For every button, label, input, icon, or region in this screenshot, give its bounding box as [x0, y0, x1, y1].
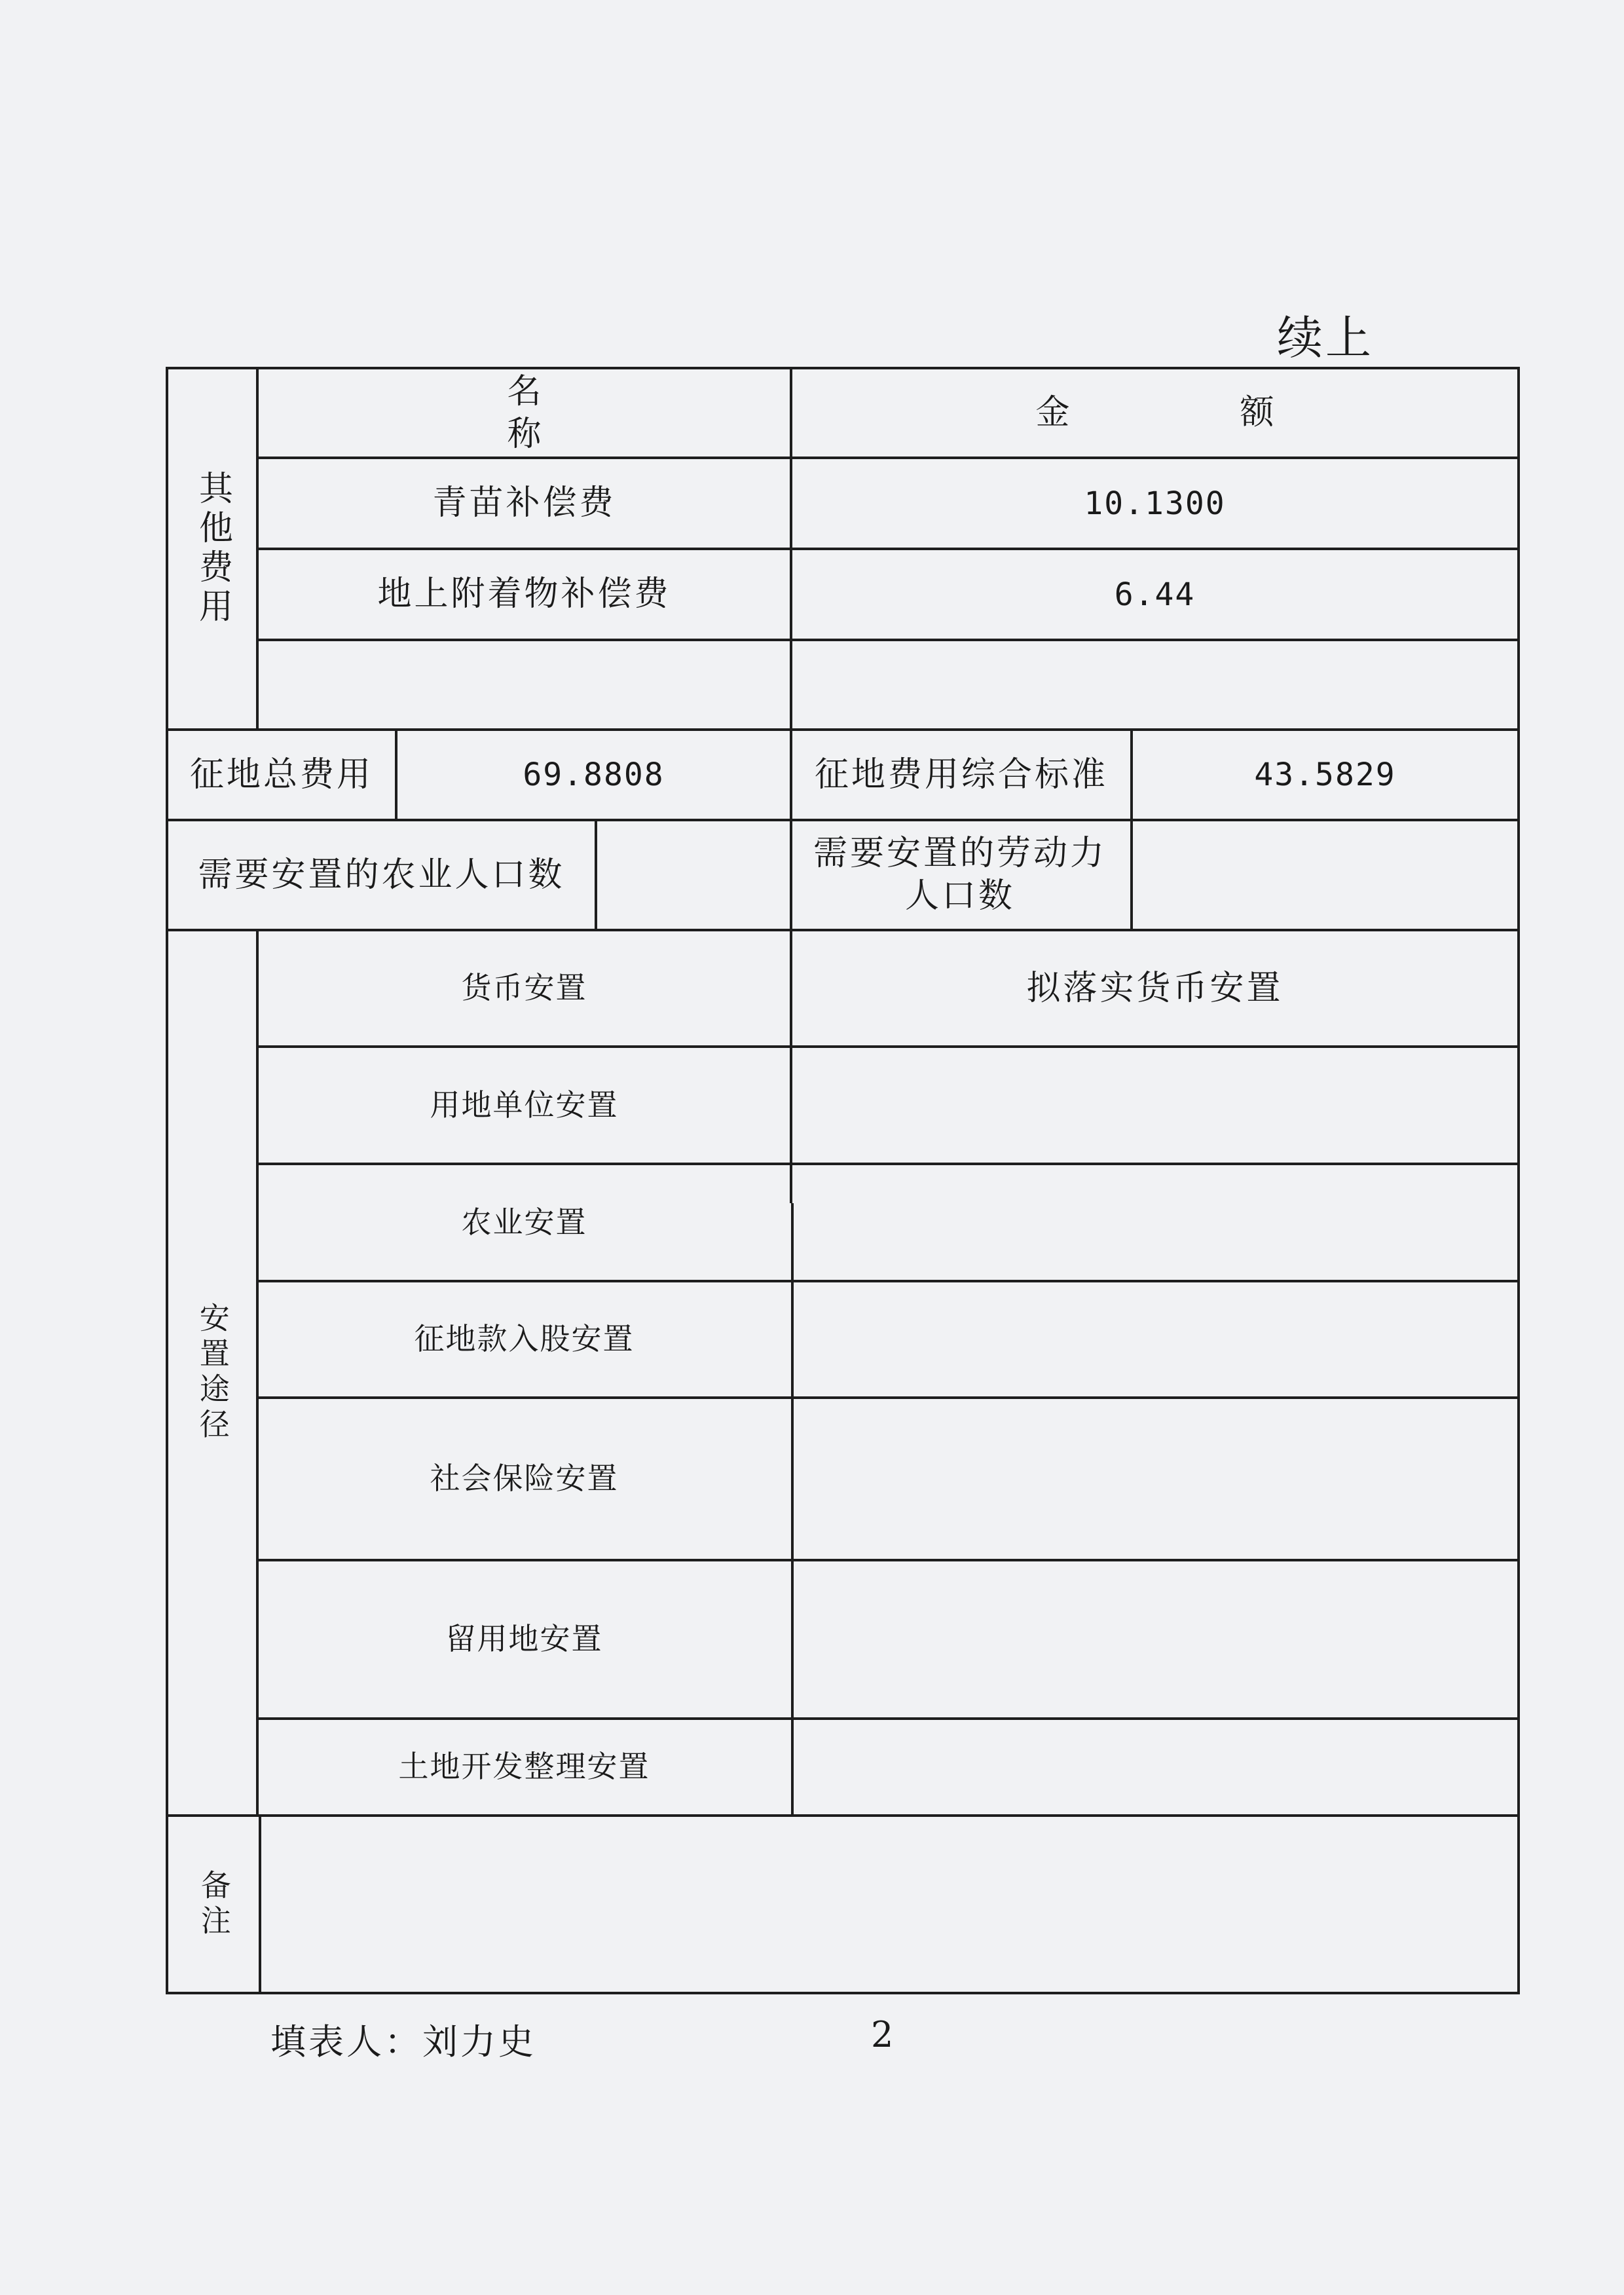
fee-amount-cell	[792, 641, 1517, 728]
resettlement-method-cell: 土地开发整理安置	[398, 1749, 650, 1785]
form-filler: 填表人：刘力史	[270, 2021, 536, 2062]
resettlement-content-cell	[792, 1048, 1517, 1163]
resettlement-content-cell	[794, 1282, 1517, 1396]
resettlement-content-cell	[794, 1720, 1517, 1814]
fee-name-cell: 地上附着物补偿费	[377, 574, 671, 614]
column-header-name-text: 名称	[507, 371, 712, 454]
agri-population-value	[597, 821, 790, 929]
continued-label: 续上	[1277, 311, 1374, 365]
column-header-amount-text: 金额	[1035, 393, 1445, 432]
resettlement-method-cell: 征地款入股安置	[414, 1321, 635, 1357]
remarks-content	[261, 1817, 1517, 1992]
fee-amount-cell: 6.44	[1114, 576, 1196, 613]
resettlement-method-cell: 留用地安置	[445, 1621, 603, 1657]
resettlement-content-cell	[794, 1561, 1517, 1717]
column-header-name	[259, 369, 790, 457]
fee-name-cell: 青苗补偿费	[432, 483, 616, 523]
total-fee-label: 征地总费用	[189, 755, 373, 794]
resettlement-section-label: 安置途径	[194, 1302, 231, 1444]
fee-name-cell	[259, 641, 790, 728]
resettlement-method-cell: 货币安置	[461, 970, 587, 1006]
resettlement-content-cell	[794, 1399, 1517, 1559]
resettlement-method-cell: 用地单位安置	[430, 1087, 619, 1123]
labor-population-label: 需要安置的劳动力人口数	[813, 834, 1107, 916]
fee-standard-label: 征地费用综合标准	[814, 755, 1108, 794]
total-fee-value: 69.8808	[523, 756, 665, 793]
page-number: 2	[871, 2014, 894, 2055]
resettlement-content-cell	[794, 1165, 1517, 1280]
other-fees-section-label: 其他费用	[193, 470, 232, 627]
remarks-label: 备注	[196, 1869, 232, 1940]
resettlement-content-cell: 拟落实货币安置	[1026, 968, 1283, 1008]
fee-amount-cell: 10.1300	[1084, 485, 1226, 522]
resettlement-method-cell: 社会保险安置	[430, 1461, 619, 1497]
resettlement-method-cell: 农业安置	[461, 1204, 587, 1240]
column-header-amount	[792, 369, 1517, 457]
agri-population-label: 需要安置的农业人口数	[198, 855, 565, 895]
fee-standard-value: 43.5829	[1254, 756, 1396, 793]
labor-population-value	[1133, 821, 1517, 929]
